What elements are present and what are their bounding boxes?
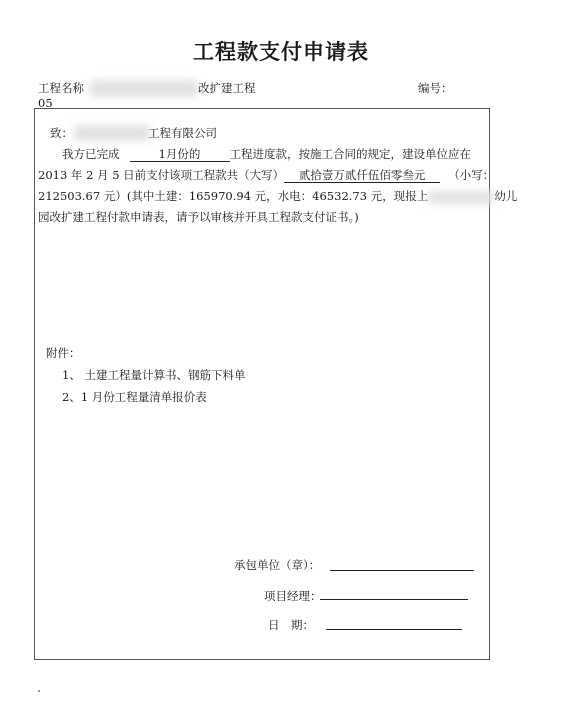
line1-text-a: 我方已完成 — [62, 147, 120, 161]
page-dot — [38, 690, 40, 692]
contractor-label: 承包单位（章）： — [234, 558, 321, 572]
manager-label: 项目经理： — [264, 589, 322, 603]
project-name-suffix: 改扩建工程 — [198, 81, 256, 95]
redacted-project-name — [90, 80, 198, 97]
number-value: 05 — [38, 96, 53, 110]
amount-in-words: 贰拾壹万贰仟伍佰零叁元 — [284, 168, 440, 183]
attachment-item-2: 2、1 月份工程量清单报价表 — [62, 390, 207, 404]
line3-text-b: 幼儿 — [494, 189, 518, 203]
date-signature-line — [326, 629, 462, 630]
redacted-school-name — [428, 191, 494, 204]
addressee-prefix: 致： — [50, 126, 73, 140]
date-label: 日 期： — [268, 618, 314, 632]
line2-text-a: 2013 年 2 月 5 日前支付该项工程款共（大写） — [38, 168, 285, 182]
manager-signature-line — [320, 599, 468, 600]
page-title: 工程款支付申请表 — [193, 40, 369, 64]
body-line-3 — [38, 189, 517, 204]
body-line-2 — [38, 168, 494, 183]
line3-text-a: 212503.67 元）(其中土建：165970.94 元，水电：46532.73 元，现报上 — [38, 189, 429, 203]
attachments-label: 附件： — [46, 346, 81, 360]
project-name-label: 工程名称 — [38, 81, 84, 95]
number-label: 编号： — [418, 81, 453, 95]
completed-period: 1月份的 — [130, 147, 230, 162]
attachment-item-1: 1、 土建工程量计算书、钢筋下料单 — [62, 368, 246, 382]
contractor-signature-line — [330, 570, 474, 571]
line2-text-b: （小写： — [448, 168, 495, 182]
addressee-suffix: 工程有限公司 — [148, 126, 217, 140]
body-line-1 — [62, 147, 471, 162]
redacted-addressee — [74, 125, 150, 141]
body-line-4: 园改扩建工程付款申请表，请予以审核并开具工程款支付证书。) — [38, 210, 359, 224]
line1-text-b: 工程进度款，按施工合同的规定，建设单位应在 — [229, 147, 471, 161]
